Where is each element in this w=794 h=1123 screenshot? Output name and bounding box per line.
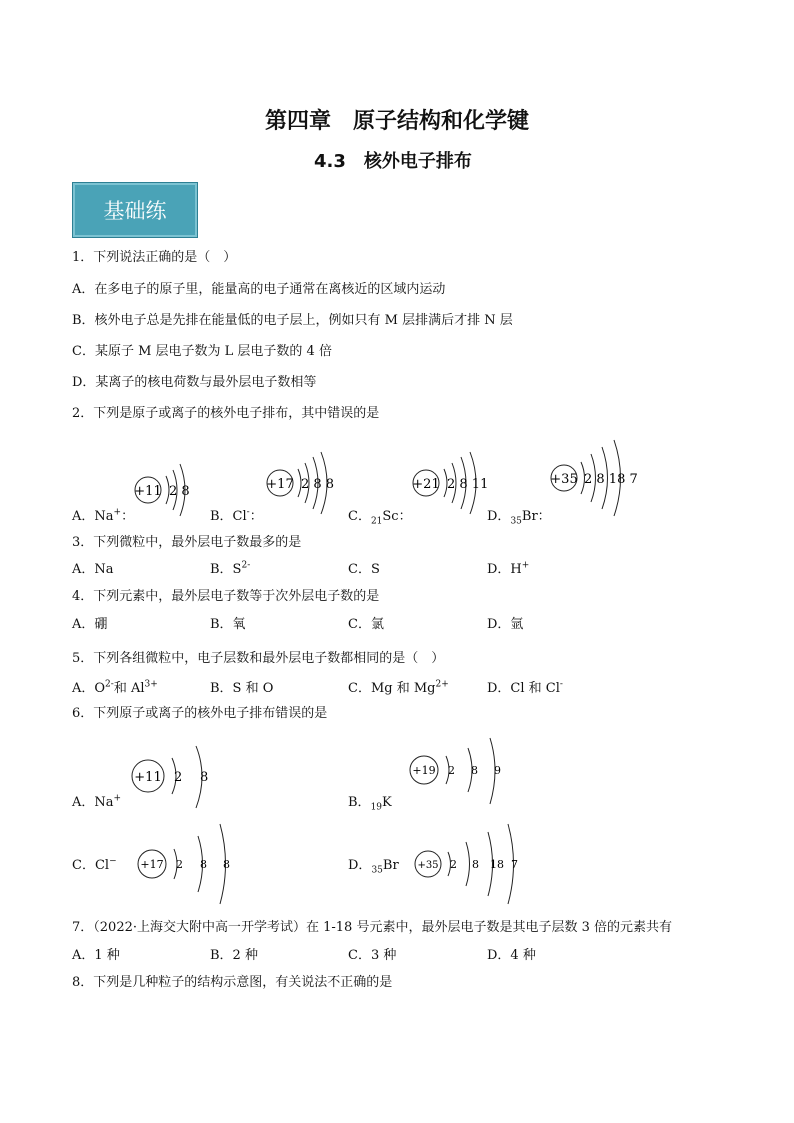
q5-option-d: D．Cl 和 Cl- <box>487 679 563 696</box>
q4-option-b: B．氧 <box>210 617 246 632</box>
nucleus-charge: +11 <box>134 770 162 785</box>
nucleus-charge: +35 <box>550 472 578 487</box>
nucleus-charge: +35 <box>417 860 439 871</box>
shell-arc <box>466 842 470 886</box>
q1-stem: 1．下列说法正确的是（ ） <box>72 250 237 265</box>
q3-option-b: B．$S^{2-}$ <box>210 560 251 577</box>
shell-count-1: 2 <box>174 770 183 785</box>
nucleus-charge: +17 <box>140 858 164 871</box>
q2-option-d: D．$_{35}$Br： <box>487 509 551 527</box>
shell-counts: 2 8 18 7 <box>584 472 638 487</box>
q6-option-d: D．$_{35}$Br <box>348 858 399 876</box>
shell-count-3: 8 <box>223 858 230 871</box>
q1-option-a: A．在多电子的原子里，能量高的电子通常在离核近的区域内运动 <box>72 282 446 297</box>
q7-option-b: B．2 种 <box>210 948 258 963</box>
q7-stem: 7．（2022·上海交大附中高一开学考试）在 1-18 号元素中，最外层电子数是其电子层数 3 倍的元素共有 <box>72 920 672 935</box>
q6-diagram-a <box>128 744 218 812</box>
badge-label: 基础练 <box>103 199 167 223</box>
nucleus-charge: +11 <box>134 484 162 499</box>
q6-option-a: A．Na+ <box>72 793 122 810</box>
q5-option-b: B．S 和 O <box>210 681 274 696</box>
shell-count-3: 9 <box>494 764 501 777</box>
q3-stem: 3．下列微粒中，最外层电子数最多的是 <box>72 535 302 550</box>
q1-option-b: B．核外电子总是先排在能量低的电子层上，例如只有 M 层排满后才排 N 层 <box>72 313 513 328</box>
shell-counts: 2 8 8 <box>301 477 335 492</box>
shell-count-3: 18 <box>490 858 504 871</box>
shell-counts: 2 8 11 <box>447 477 489 492</box>
q4-option-d: D．氩 <box>487 617 524 632</box>
q3-option-d: D．H+ <box>487 560 530 577</box>
shell-count-2: 8 <box>200 770 209 785</box>
q1-option-c: C．某原子 M 层电子数为 L 层电子数的 4 倍 <box>72 344 332 359</box>
q4-option-a: A．硼 <box>72 617 108 632</box>
q2-option-a: A．Na+： <box>72 507 135 524</box>
q3-option-a: A．Na <box>72 562 114 577</box>
nucleus-charge: +21 <box>412 477 440 492</box>
q2-option-c: C．$_{21}$Sc： <box>348 509 412 527</box>
q2-diagram-c <box>408 452 508 514</box>
q6-diagram-b <box>408 738 518 806</box>
q5-stem: 5．下列各组微粒中，电子层数和最外层电子数都相同的是（ ） <box>72 651 445 666</box>
q1-option-d: D．某离子的核电荷数与最外层电子数相等 <box>72 375 317 390</box>
q7-option-c: C．3 种 <box>348 948 397 963</box>
q6-option-b: B．$_{19}$K <box>348 795 392 813</box>
section-title: 4.3 核外电子排布 <box>314 151 472 172</box>
q4-stem: 4．下列元素中，最外层电子数等于次外层电子数的是 <box>72 589 380 604</box>
shell-count-4: 7 <box>511 858 518 871</box>
q6-diagram-c <box>136 824 246 906</box>
q2-option-b: B．Cl-： <box>210 507 263 524</box>
shell-count-2: 8 <box>471 764 478 777</box>
q2-diagram-b <box>262 452 342 514</box>
q6-option-c: C．Cl− <box>72 856 117 873</box>
nucleus-charge: +17 <box>266 477 294 492</box>
q6-diagram-d <box>414 824 534 906</box>
shell-count-1: 2 <box>176 858 183 871</box>
basic-practice-badge <box>72 182 198 238</box>
q7-option-a: A．1 种 <box>72 948 120 963</box>
q6-stem: 6．下列原子或离子的核外电子排布错误的是 <box>72 706 328 721</box>
shell-count-2: 8 <box>200 858 207 871</box>
shell-count-1: 2 <box>450 858 457 871</box>
q5-option-a: A．$O^{2-}$和 $Al^{3+}$ <box>72 679 158 696</box>
shell-count-2: 8 <box>472 858 479 871</box>
chapter-title: 第四章 原子结构和化学键 <box>264 109 529 134</box>
shell-count-1: 2 <box>448 764 455 777</box>
q4-option-c: C．氯 <box>348 617 384 632</box>
q2-diagram-a <box>130 460 200 520</box>
q3-option-c: C．S <box>348 562 380 577</box>
q2-diagram-d <box>548 440 648 520</box>
nucleus-charge: +19 <box>412 764 436 777</box>
q8-stem: 8．下列是几种粒子的结构示意图，有关说法不正确的是 <box>72 975 393 990</box>
shell-counts: 2 8 <box>169 484 190 499</box>
q2-stem: 2．下列是原子或离子的核外电子排布，其中错误的是 <box>72 406 380 421</box>
q7-option-d: D．4 种 <box>487 948 536 963</box>
q5-option-c: C．Mg 和 $Mg^{2+}$ <box>348 679 449 696</box>
